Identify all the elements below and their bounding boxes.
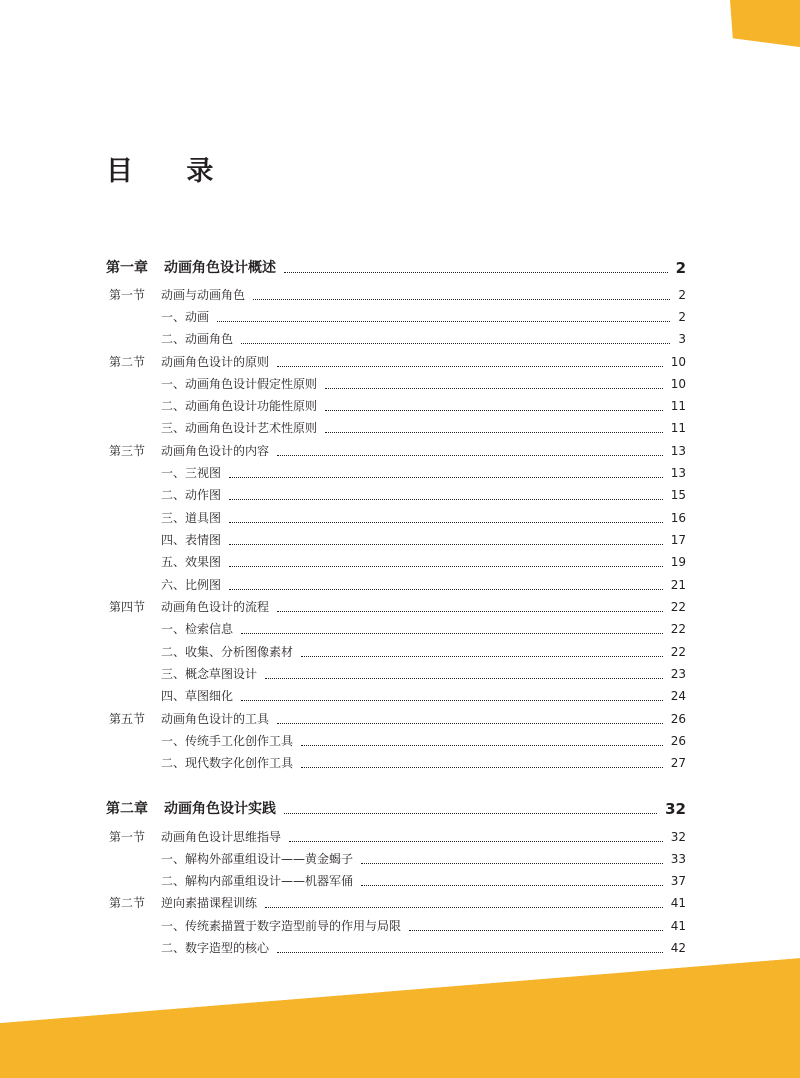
toc-item-row[interactable] [0, 619, 800, 639]
dot-leader [361, 884, 663, 886]
dot-leader [325, 387, 663, 389]
toc-item-row[interactable] [0, 329, 800, 349]
chapter-number: 第二章 [106, 801, 148, 817]
toc-item-row[interactable] [0, 418, 800, 438]
toc-entry-title: 动画角色设计思维指导 [161, 830, 282, 844]
toc-entry-title: 四、草图细化 [161, 689, 234, 703]
section-number: 第一节 [109, 830, 146, 844]
dot-leader [229, 521, 663, 523]
toc-entry-title: 一、动画角色设计假定性原则 [161, 377, 318, 391]
dot-leader [409, 929, 663, 931]
toc-item-row[interactable] [0, 575, 800, 595]
dot-leader [265, 677, 663, 679]
chapter-number: 第一章 [106, 260, 148, 276]
toc-section-row[interactable] [0, 827, 800, 847]
page-number: 10 [670, 377, 686, 391]
toc-item-row[interactable] [0, 731, 800, 751]
toc-entry-title: 动画与动画角色 [161, 288, 246, 302]
page-number: 2 [678, 310, 686, 324]
page-number: 16 [670, 511, 686, 525]
toc-entry-title: 六、比例图 [161, 578, 222, 592]
dot-leader [301, 766, 663, 768]
dot-leader [325, 409, 663, 411]
page-number: 17 [670, 533, 686, 547]
toc-item-row[interactable] [0, 642, 800, 662]
dot-leader [241, 632, 663, 634]
dot-leader [284, 812, 657, 814]
page-number: 41 [670, 896, 686, 910]
toc-entry-title: 二、动画角色设计功能性原则 [161, 399, 318, 413]
toc-entry-title: 一、检索信息 [161, 622, 234, 636]
page-number: 32 [670, 830, 686, 844]
page-number: 26 [670, 734, 686, 748]
toc-entry-title: 三、概念草图设计 [161, 667, 258, 681]
toc-entry-title: 一、三视图 [161, 466, 222, 480]
dot-leader [277, 365, 663, 367]
dot-leader [361, 862, 663, 864]
dot-leader [277, 722, 663, 724]
section-number: 第二节 [109, 355, 146, 369]
toc-section-row[interactable] [0, 597, 800, 617]
dot-leader [229, 476, 663, 478]
dot-leader [277, 454, 663, 456]
dot-leader [301, 655, 663, 657]
toc-item-row[interactable] [0, 849, 800, 869]
dot-leader [241, 342, 670, 344]
toc-item-row[interactable] [0, 552, 800, 572]
dot-leader [277, 951, 663, 953]
page-number: 22 [670, 622, 686, 636]
dot-leader [229, 565, 663, 567]
page-title: 目 录 [106, 156, 236, 187]
toc-item-row[interactable] [0, 307, 800, 327]
page-number: 23 [670, 667, 686, 681]
page-number: 11 [670, 399, 686, 413]
section-number: 第三节 [109, 444, 146, 458]
toc-item-row[interactable] [0, 753, 800, 773]
toc-entry-title: 动画角色设计的原则 [161, 355, 270, 369]
toc-entry-title: 二、动画角色 [161, 332, 234, 346]
dot-leader [241, 699, 663, 701]
dot-leader [284, 271, 668, 273]
dot-leader [277, 610, 663, 612]
page-number: 27 [670, 756, 686, 770]
toc-item-row[interactable] [0, 938, 800, 958]
page-number: 22 [670, 600, 686, 614]
page-number: 42 [670, 941, 686, 955]
page-number: 2 [678, 288, 686, 302]
toc-entry-title: 二、解构内部重组设计——机器军俑 [161, 874, 354, 888]
toc-item-row[interactable] [0, 530, 800, 550]
toc-item-row[interactable] [0, 686, 800, 706]
dot-leader [229, 498, 663, 500]
toc-entry-title: 三、道具图 [161, 511, 222, 525]
toc-entry-title: 二、现代数字化创作工具 [161, 756, 294, 770]
toc-entry-title: 五、效果图 [161, 555, 222, 569]
toc-item-row[interactable] [0, 871, 800, 891]
page-number: 2 [675, 259, 686, 277]
page-number: 13 [670, 466, 686, 480]
toc-entry-title: 动画角色设计的内容 [161, 444, 270, 458]
page-number: 3 [678, 332, 686, 346]
toc-entry-title: 一、动画 [161, 310, 210, 324]
page-number: 41 [670, 919, 686, 933]
page-number: 13 [670, 444, 686, 458]
toc-item-row[interactable] [0, 396, 800, 416]
toc-entry-title: 一、传统素描置于数字造型前导的作用与局限 [161, 919, 402, 933]
dot-leader [265, 906, 663, 908]
dot-leader [217, 320, 670, 322]
page-number: 26 [670, 712, 686, 726]
dot-leader [325, 431, 663, 433]
toc-entry-title: 逆向素描课程训练 [161, 896, 258, 910]
toc-section-row[interactable] [0, 285, 800, 305]
page-number: 24 [670, 689, 686, 703]
toc-entry-title: 动画角色设计的工具 [161, 712, 270, 726]
page-number: 21 [670, 578, 686, 592]
page-number: 19 [670, 555, 686, 569]
toc-section-row[interactable] [0, 893, 800, 913]
toc-entry-title: 二、收集、分析图像素材 [161, 645, 294, 659]
dot-leader [229, 588, 663, 590]
toc-entry-title: 动画角色设计的流程 [161, 600, 270, 614]
dot-leader [301, 744, 663, 746]
toc-entry-title: 动画角色设计实践 [164, 801, 276, 817]
section-number: 第二节 [109, 896, 146, 910]
toc-item-row[interactable] [0, 463, 800, 483]
toc-item-row[interactable] [0, 664, 800, 684]
toc-section-row[interactable] [0, 441, 800, 461]
page-number: 32 [665, 800, 686, 818]
page-number: 22 [670, 645, 686, 659]
page-number: 11 [670, 421, 686, 435]
toc-item-row[interactable] [0, 485, 800, 505]
page-number: 10 [670, 355, 686, 369]
section-number: 第四节 [109, 600, 146, 614]
toc-item-row[interactable] [0, 374, 800, 394]
toc-entry-title: 二、动作图 [161, 488, 222, 502]
toc-entry-title: 动画角色设计概述 [164, 260, 276, 276]
toc-chapter-row[interactable] [0, 256, 800, 280]
dot-leader [253, 298, 670, 300]
page-number: 15 [670, 488, 686, 502]
dot-leader [229, 543, 663, 545]
toc-section-row[interactable] [0, 352, 800, 372]
page-number: 33 [670, 852, 686, 866]
toc-chapter-row[interactable] [0, 797, 800, 821]
toc-entry-title: 一、解构外部重组设计——黄金蝎子 [161, 852, 354, 866]
toc-item-row[interactable] [0, 916, 800, 936]
toc-entry-title: 二、数字造型的核心 [161, 941, 270, 955]
page-number: 37 [670, 874, 686, 888]
dot-leader [289, 840, 663, 842]
toc-entry-title: 四、表情图 [161, 533, 222, 547]
toc-entry-title: 三、动画角色设计艺术性原则 [161, 421, 318, 435]
section-number: 第五节 [109, 712, 146, 726]
toc-entry-title: 一、传统手工化创作工具 [161, 734, 294, 748]
toc-item-row[interactable] [0, 508, 800, 528]
toc-section-row[interactable] [0, 709, 800, 729]
section-number: 第一节 [109, 288, 146, 302]
